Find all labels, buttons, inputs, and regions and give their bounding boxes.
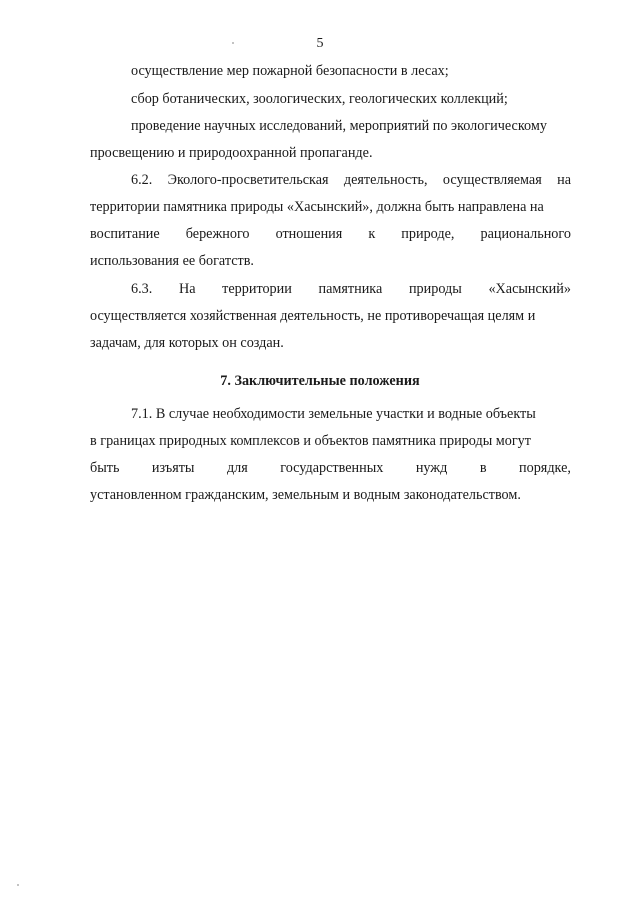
word: бережного bbox=[185, 226, 250, 242]
word: природе, bbox=[401, 226, 455, 242]
word: деятельность, bbox=[343, 172, 428, 188]
word: отношения bbox=[275, 226, 343, 242]
paragraph-line: установленном гражданским, земельным и водным законодательством. bbox=[90, 487, 521, 503]
word: государственных bbox=[280, 460, 384, 476]
word: в bbox=[479, 460, 487, 476]
word: рационального bbox=[480, 226, 571, 242]
paragraph-line-justified bbox=[90, 225, 571, 243]
paragraph-line: 7.1. В случае необходимости земельные участки и водные объекты bbox=[131, 406, 536, 422]
paragraph-line-justified bbox=[90, 459, 571, 477]
paragraph-line-justified bbox=[131, 280, 571, 298]
word: На bbox=[178, 281, 196, 297]
paragraph-line: территории памятника природы «Хасынский», должна быть направлена на bbox=[90, 199, 544, 215]
word: «Хасынский» bbox=[488, 281, 571, 297]
scan-speck bbox=[232, 42, 234, 44]
word: быть bbox=[90, 460, 120, 476]
word: 6.3. bbox=[131, 281, 153, 297]
page-number: 5 bbox=[316, 36, 324, 51]
paragraph-line: осуществляется хозяйственная деятельность, не противоречащая целям и bbox=[90, 308, 536, 324]
word: к bbox=[368, 226, 376, 242]
section-heading: 7. Заключительные положения bbox=[220, 373, 420, 389]
word: Эколого-просветительская bbox=[167, 172, 329, 188]
word: осуществляемая bbox=[442, 172, 542, 188]
word: нужд bbox=[415, 460, 448, 476]
word: памятника bbox=[318, 281, 383, 297]
scan-speck bbox=[17, 884, 19, 886]
paragraph-line: просвещению и природоохранной пропаганде. bbox=[90, 145, 373, 161]
paragraph-line: использования ее богатств. bbox=[90, 253, 254, 269]
word: 6.2. bbox=[131, 172, 153, 188]
word: на bbox=[557, 172, 571, 188]
paragraph-line: задачам, для которых он создан. bbox=[90, 335, 284, 351]
paragraph-line: проведение научных исследований, мероприятий по экологическому bbox=[131, 118, 547, 134]
paragraph-line: сбор ботанических, зоологических, геологических коллекций; bbox=[131, 91, 508, 107]
word: для bbox=[226, 460, 248, 476]
paragraph-line: в границах природных комплексов и объектов памятника природы могут bbox=[90, 433, 531, 449]
word: природы bbox=[408, 281, 462, 297]
word: территории bbox=[222, 281, 292, 297]
word: воспитание bbox=[90, 226, 160, 242]
word: порядке, bbox=[519, 460, 571, 476]
paragraph-line-justified bbox=[131, 171, 571, 189]
word: изъяты bbox=[151, 460, 195, 476]
paragraph-line: осуществление мер пожарной безопасности в лесах; bbox=[131, 63, 449, 79]
